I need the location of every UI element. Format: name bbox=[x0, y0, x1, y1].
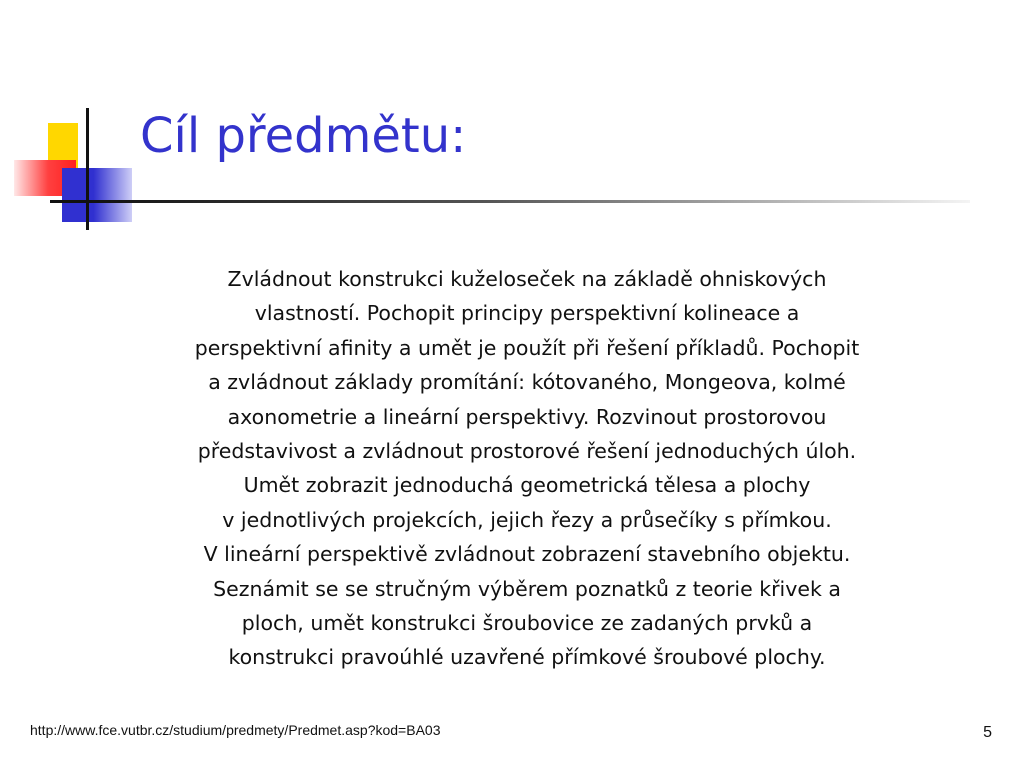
blue-square bbox=[62, 168, 132, 222]
body-line: Umět zobrazit jednoduchá geometrická tělesa a plochy bbox=[243, 473, 811, 498]
body-line: Seznámit se se stručným výběrem poznatků z teorie křivek a bbox=[213, 576, 841, 601]
slide-title: Cíl předmětu: bbox=[140, 108, 467, 164]
body-line: Zvládnout konstrukci kuželoseček na základě ohniskových bbox=[227, 267, 827, 291]
body-line: konstrukci pravoúhlé uzavřené přímkové šroubové plochy. bbox=[228, 645, 826, 670]
body-line: v jednotlivých projekcích, jejich řezy a průsečíky s přímkou. bbox=[222, 507, 832, 532]
decorative-squares-logo bbox=[0, 0, 140, 240]
body-line: perspektivní afinity a umět je použít při řešení příkladů. Pochopit bbox=[194, 335, 860, 360]
body-line: ploch, umět konstrukci šroubovice ze zadaných prvků a bbox=[241, 611, 813, 636]
logo-vertical-line bbox=[86, 108, 89, 230]
body-line: V lineární perspektivě zvládnout zobrazení stavebního objektu. bbox=[203, 542, 851, 567]
body-line: vlastností. Pochopit principy perspektivní kolineace a bbox=[254, 301, 800, 326]
title-divider bbox=[90, 200, 970, 203]
page-number: 5 bbox=[983, 724, 992, 741]
slide-body-text bbox=[108, 262, 946, 675]
body-line: představivost a zvládnout prostorové řešení jednoduchých úloh. bbox=[197, 439, 857, 464]
footer-url: http://www.fce.vutbr.cz/studium/predmety/Predmet.asp?kod=BA03 bbox=[30, 722, 441, 738]
body-line: a zvládnout základy promítání: kótovaného, Mongeova, kolmé bbox=[208, 370, 846, 395]
body-line: axonometrie a lineární perspektivy. Rozvinout prostorovou bbox=[227, 404, 827, 429]
